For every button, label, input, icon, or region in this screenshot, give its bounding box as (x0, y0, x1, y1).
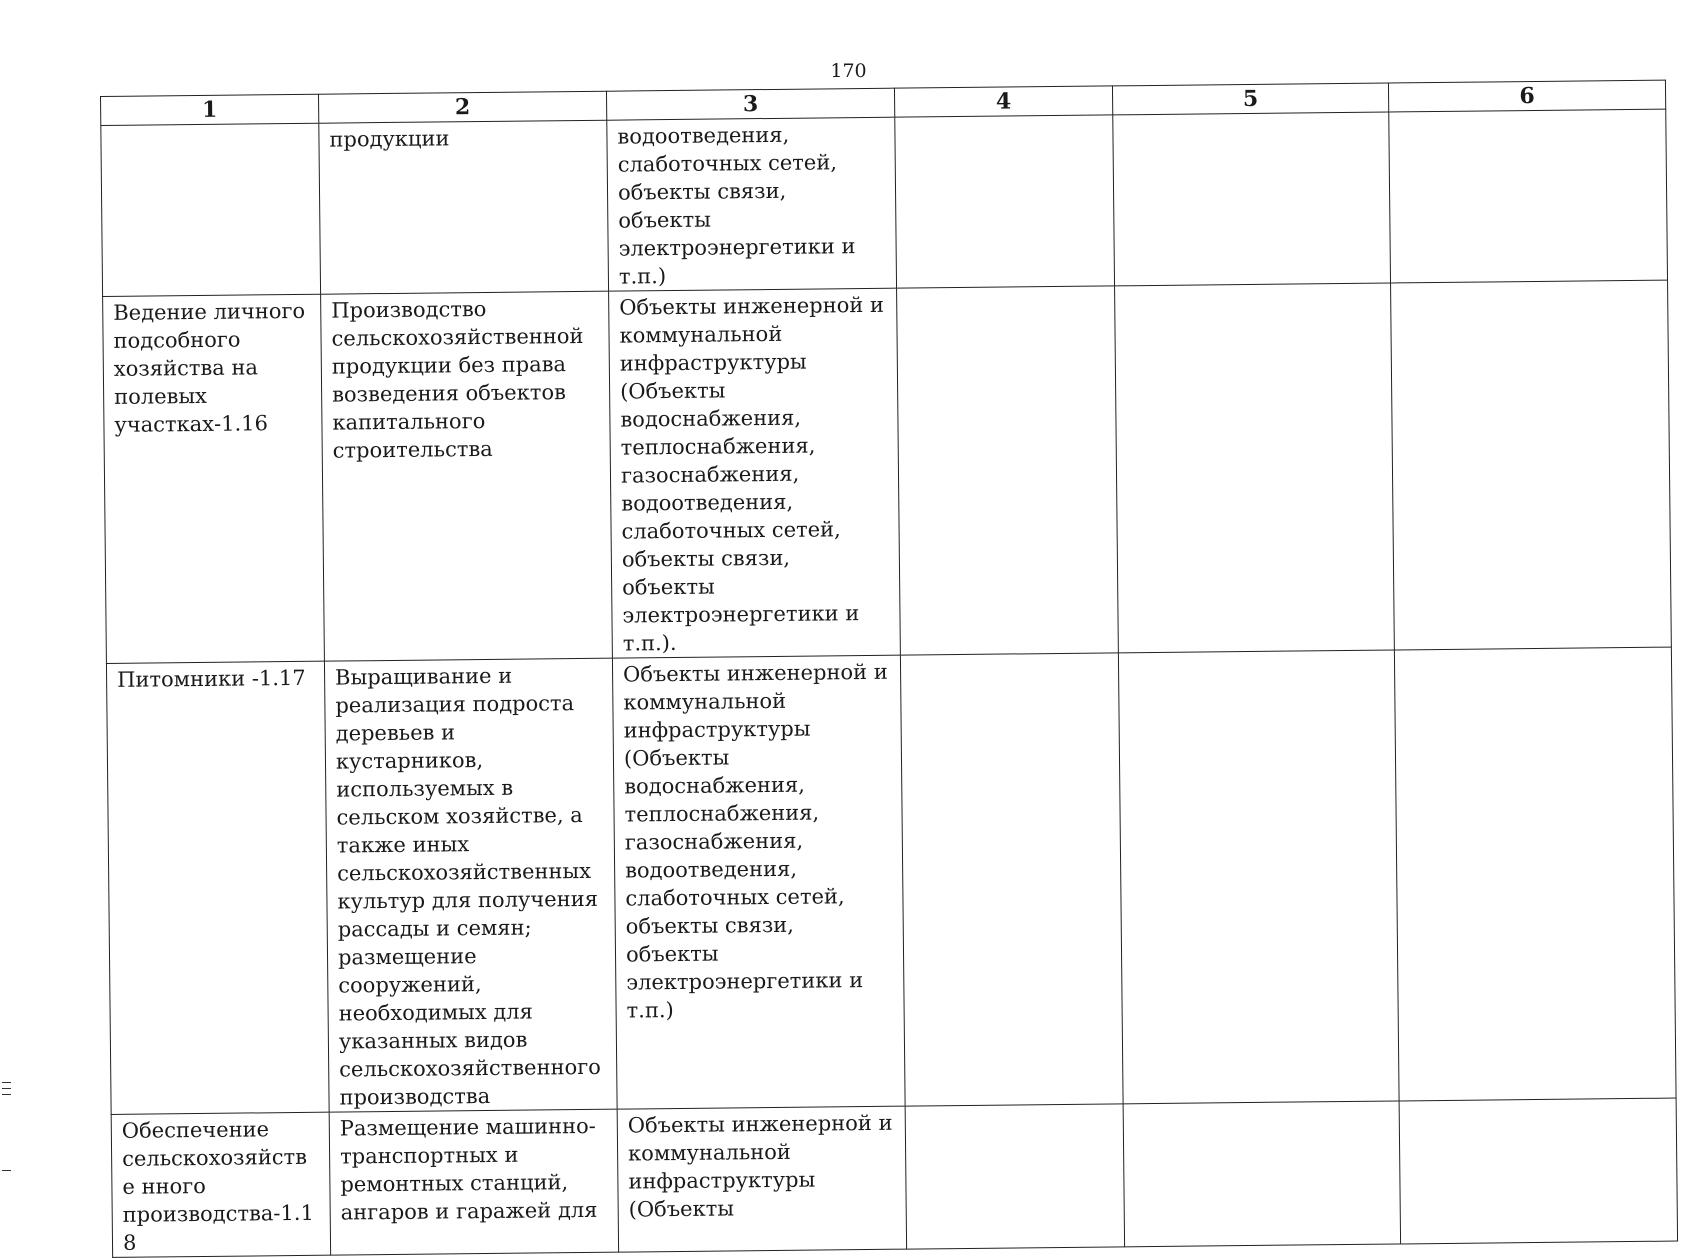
table-cell (895, 115, 1115, 288)
table-cell (897, 286, 1119, 655)
table-cell: Размещение машинно-транспортных и ремонтных станций, ангаров и гаражей для (329, 1109, 618, 1255)
scanned-table-wrapper (100, 80, 1678, 1258)
table-cell (1399, 1098, 1677, 1244)
table-cell: водоотведения, слаботочных сетей, объекты связи, объекты электроэнергетики и т.п.) (607, 117, 897, 291)
table-cell: Ведение личного подсобного хозяйства на полевых участках-1.16 (103, 294, 325, 663)
table-cell: Объекты инженерной и коммунальной инфраструктуры (Объекты (617, 1106, 906, 1252)
table-cell (1123, 1101, 1400, 1247)
table-row (103, 280, 1672, 663)
header-col-4: 4 (894, 86, 1112, 117)
table-cell (1389, 109, 1668, 283)
table-cell: Питомники -1.17 (106, 661, 329, 1114)
margin-mark (2, 1170, 11, 1171)
table-cell (1115, 283, 1395, 653)
margin-mark (2, 1082, 11, 1083)
table-row (111, 1098, 1677, 1257)
table-cell: Производство сельскохозяйственной продукции без права возведения объектов капитального строительства (321, 291, 613, 661)
table-cell: продукции (319, 120, 609, 294)
zoning-table (100, 80, 1678, 1258)
table-cell: Выращивание и реализация подроста деревьев и кустарников, используемых в сельском хозяйстве, а также иных сельскохозяйственных культур для получения рассады и семян; размещение сооружений, необходимых для указанных видов сельскохозяйственного производства (324, 658, 617, 1112)
table-cell (1118, 650, 1399, 1104)
table-row (101, 109, 1668, 296)
margin-mark (2, 1088, 11, 1089)
table-cell (905, 1104, 1124, 1249)
table-cell (101, 123, 321, 296)
table-cell (900, 653, 1123, 1106)
table-cell (1113, 112, 1391, 286)
header-col-5: 5 (1112, 83, 1388, 115)
page-number: 170 (830, 60, 867, 82)
table-cell: Обеспечение сельскохозяйстве нного производства-1.18 (111, 1112, 330, 1257)
header-col-6: 6 (1388, 80, 1665, 112)
table-cell (1391, 280, 1672, 650)
header-col-2: 2 (318, 91, 606, 123)
margin-mark (2, 1094, 11, 1095)
table-cell: Объекты инженерной и коммунальной инфраструктуры (Объекты водоснабжения, теплоснабжения, газоснабжения, водоотведения, слаботочных сетей, объекты связи, объекты электроэнергетики и т.п.) (612, 655, 905, 1109)
table-row (106, 647, 1676, 1114)
header-col-3: 3 (606, 88, 894, 120)
table-cell: Объекты инженерной и коммунальной инфраструктуры (Объекты водоснабжения, теплоснабжения, газоснабжения, водоотведения, слаботочных сетей, объекты связи, объекты электроэнергетики и т.п.). (609, 288, 901, 658)
table-cell (1394, 647, 1676, 1101)
header-col-1: 1 (101, 94, 319, 125)
